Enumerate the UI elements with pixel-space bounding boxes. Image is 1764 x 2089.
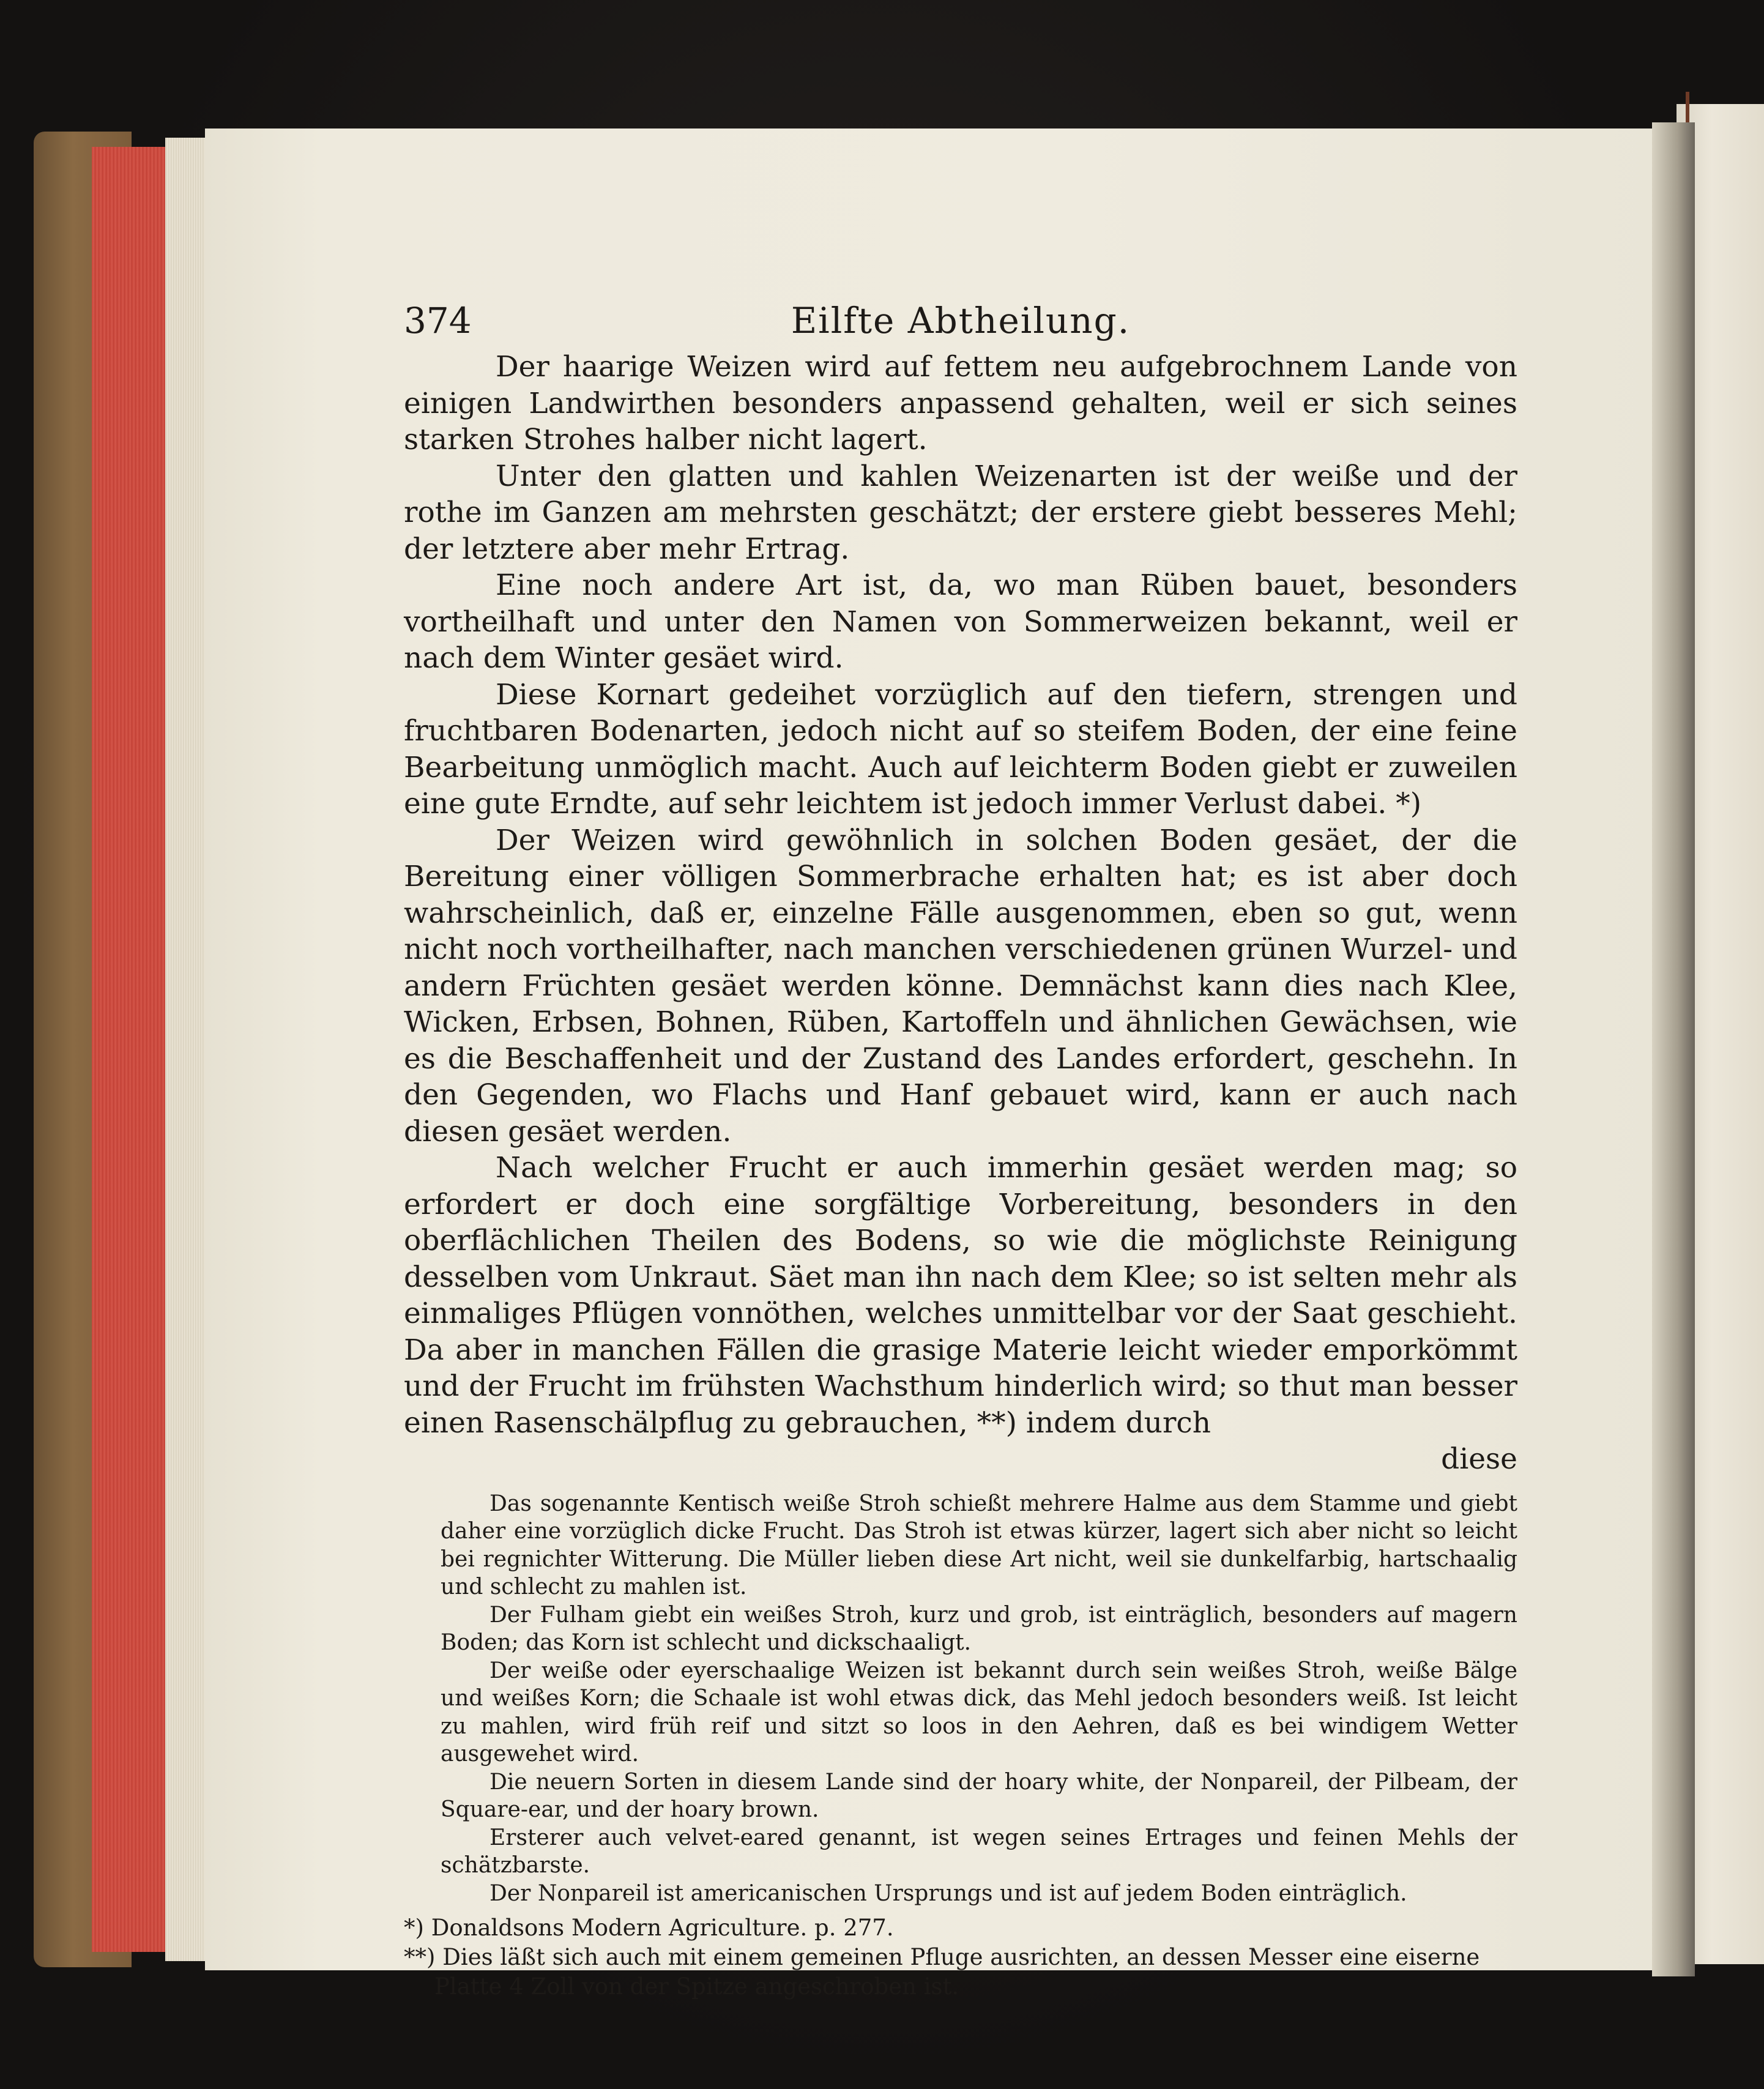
footnote: **) Dies läßt sich auch mit einem gemeinen Pfluge ausrichten, an dessen Messer eine eiserne Platte 4 Zoll von der Spitze angeschroben ist.: [404, 1944, 1480, 2000]
paragraph: Unter den glatten und kahlen Weizenarten ist der weiße und der rothe im Ganzen am mehrsten geschätzt; der erstere giebt besseres Mehl; der letztere aber mehr Ertrag.: [404, 459, 1517, 566]
footnotes: [404, 1913, 1517, 2001]
page-edges-cream: [165, 138, 208, 1961]
book-cover-right: [1686, 92, 1764, 1976]
paragraph: Der haarige Weizen wird auf fettem neu aufgebrochnem Lande von einigen Landwirthen besonders anpassend gehalten, weil er sich seines starken Strohes halber nicht lagert.: [404, 350, 1517, 456]
catchword: diese: [1441, 1442, 1517, 1476]
note-paragraph: Der Fulham giebt ein weißes Stroh, kurz und grob, ist einträglich, besonders auf magern Boden; das Korn ist schlecht und dickschaaligt.: [441, 1602, 1517, 1655]
running-title: Eilfte Abtheilung.: [791, 300, 1131, 341]
main-text: [404, 349, 1517, 1441]
note-paragraph: Ersterer auch velvet-eared genannt, ist wegen seines Ertrages und feinen Mehls der schätzbarste.: [441, 1825, 1517, 1878]
page-header: [404, 294, 1517, 349]
paragraph: Nach welcher Frucht er auch immerhin gesäet werden mag; so erfordert er doch eine sorgfältige Vorbereitung, besonders in den oberflächlichen Theilen des Bodens, so wie die möglichste Reinigung desselben vom Unkraut. Säet man ihn nach dem Klee; so ist selten mehr als einmaliges Pflügen vonnöthen, welches unmittelbar vor der Saat geschieht. Da aber in manchen Fällen die grasige Materie leicht wieder emporkömmt und der Frucht im frühsten Wachsthum hinderlich wird; so thut man besser einen Rasenschälpflug zu gebrauchen, **) indem durch: [404, 1151, 1517, 1440]
note-paragraph: Der Nonpareil ist americanischen Ursprungs und ist auf jedem Boden einträglich.: [489, 1880, 1407, 1906]
paragraph: Eine noch andere Art ist, da, wo man Rüben bauet, besonders vortheilhaft und unter den Namen von Sommerweizen bekannt, weil er nach dem Winter gesäet wird.: [404, 568, 1517, 675]
page-number: 374: [404, 300, 472, 341]
footnote: *) Donaldsons Modern Agriculture. p. 277.: [404, 1915, 894, 1941]
note-paragraph: Das sogenannte Kentisch weiße Stroh schießt mehrere Halme aus dem Stamme und giebt daher eine vorzüglich dicke Frucht. Das Stroh ist etwas kürzer, lagert sich aber nicht so leicht bei regnichter Witterung. Die Müller lieben diese Art nicht, weil sie dunkelfarbig, hartschaalig und schlecht zu mahlen ist.: [441, 1491, 1517, 1599]
paragraph: Der Weizen wird gewöhnlich in solchen Boden gesäet, der die Bereitung einer völligen Sommerbrache erhalten hat; es ist aber doch wahrscheinlich, daß er, einzelne Fälle ausgenommen, eben so gut, wenn nicht noch vortheilhafter, nach manchen verschiedenen grünen Wurzel- und andern Früchten gesäet werden könne. Demnächst kann dies nach Klee, Wicken, Erbsen, Bohnen, Rüben, Kartoffeln und ähnlichen Gewächsen, wie es die Beschaffenheit und der Zustand des Landes erfordert, geschehn. In den Gegenden, wo Flachs und Hanf gebauet wird, kann er auch nach diesen gesäet werden.: [404, 823, 1517, 1149]
page-content: [404, 294, 1517, 2001]
page-gutter: [1652, 122, 1695, 1976]
note-paragraph: Der weiße oder eyerschaalige Weizen ist bekannt durch sein weißes Stroh, weiße Bälge und weißes Korn; die Schaale ist wohl etwas dick, das Mehl jedoch besonders weiß. Ist leicht zu mahlen, wird früh reif und sitzt so loos in den Aehren, daß es bei windigem Wetter ausgewehet wird.: [441, 1658, 1517, 1767]
paragraph: Diese Kornart gedeihet vorzüglich auf den tiefern, strengen und fruchtbaren Bodenarten, jedoch nicht auf so steifem Boden, der eine feine Bearbeitung unmöglich macht. Auch auf leichterm Boden giebt er zuweilen eine gute Erndte, auf sehr leichtem ist jedoch immer Verlust dabei. *): [404, 677, 1517, 821]
note-paragraph: Die neuern Sorten in diesem Lande sind der hoary white, der Nonpareil, der Pilbeam, der Square-ear, und der hoary brown.: [441, 1769, 1517, 1822]
notes-block: [404, 1490, 1517, 1908]
